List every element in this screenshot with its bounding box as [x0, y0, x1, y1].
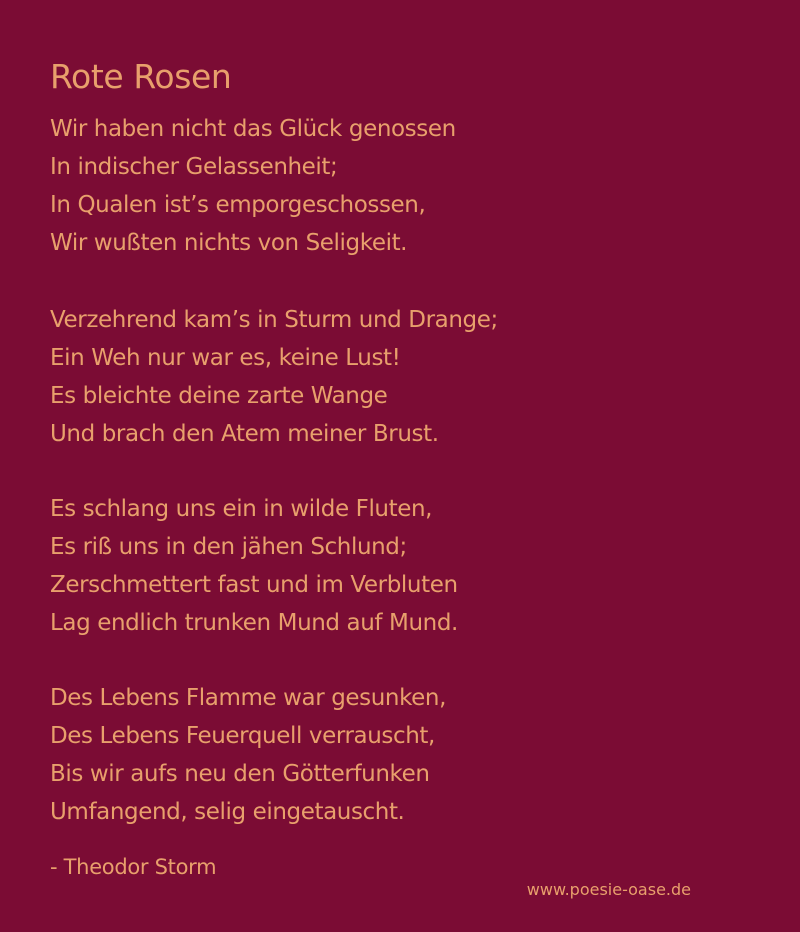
website-link[interactable]: www.poesie-oase.de	[526, 880, 691, 899]
verse-line: Ein Weh nur war es, keine Lust!	[50, 345, 401, 371]
verse-line: Es bleichte deine zarte Wange	[50, 383, 388, 409]
verse-line: In indischer Gelassenheit;	[50, 154, 338, 180]
poem-title: Rote Rosen	[50, 57, 232, 96]
poem-author: - Theodor Storm	[50, 855, 217, 879]
stanza-2	[50, 301, 750, 453]
verse-line: Und brach den Atem meiner Brust.	[50, 421, 439, 447]
verse-line: Des Lebens Feuerquell verrauscht,	[50, 723, 435, 749]
stanza-4	[50, 679, 750, 831]
stanza-3	[50, 490, 750, 642]
verse-line: Verzehrend kam’s in Sturm und Drange;	[50, 307, 498, 333]
verse-line: Wir wußten nichts von Seligkeit.	[50, 230, 408, 256]
verse-line: Es riß uns in den jähen Schlund;	[50, 534, 407, 560]
verse-line: Lag endlich trunken Mund auf Mund.	[50, 610, 458, 636]
stanza-1	[50, 110, 750, 262]
verse-line: Es schlang uns ein in wilde Fluten,	[50, 496, 433, 522]
verse-line: Umfangend, selig eingetauscht.	[50, 799, 405, 825]
verse-line: Bis wir aufs neu den Götterfunken	[50, 761, 430, 787]
verse-line: Zerschmettert fast und im Verbluten	[50, 572, 458, 598]
verse-line: In Qualen ist’s emporgeschossen,	[50, 192, 426, 218]
verse-line: Wir haben nicht das Glück genossen	[50, 116, 456, 142]
verse-line: Des Lebens Flamme war gesunken,	[50, 685, 447, 711]
